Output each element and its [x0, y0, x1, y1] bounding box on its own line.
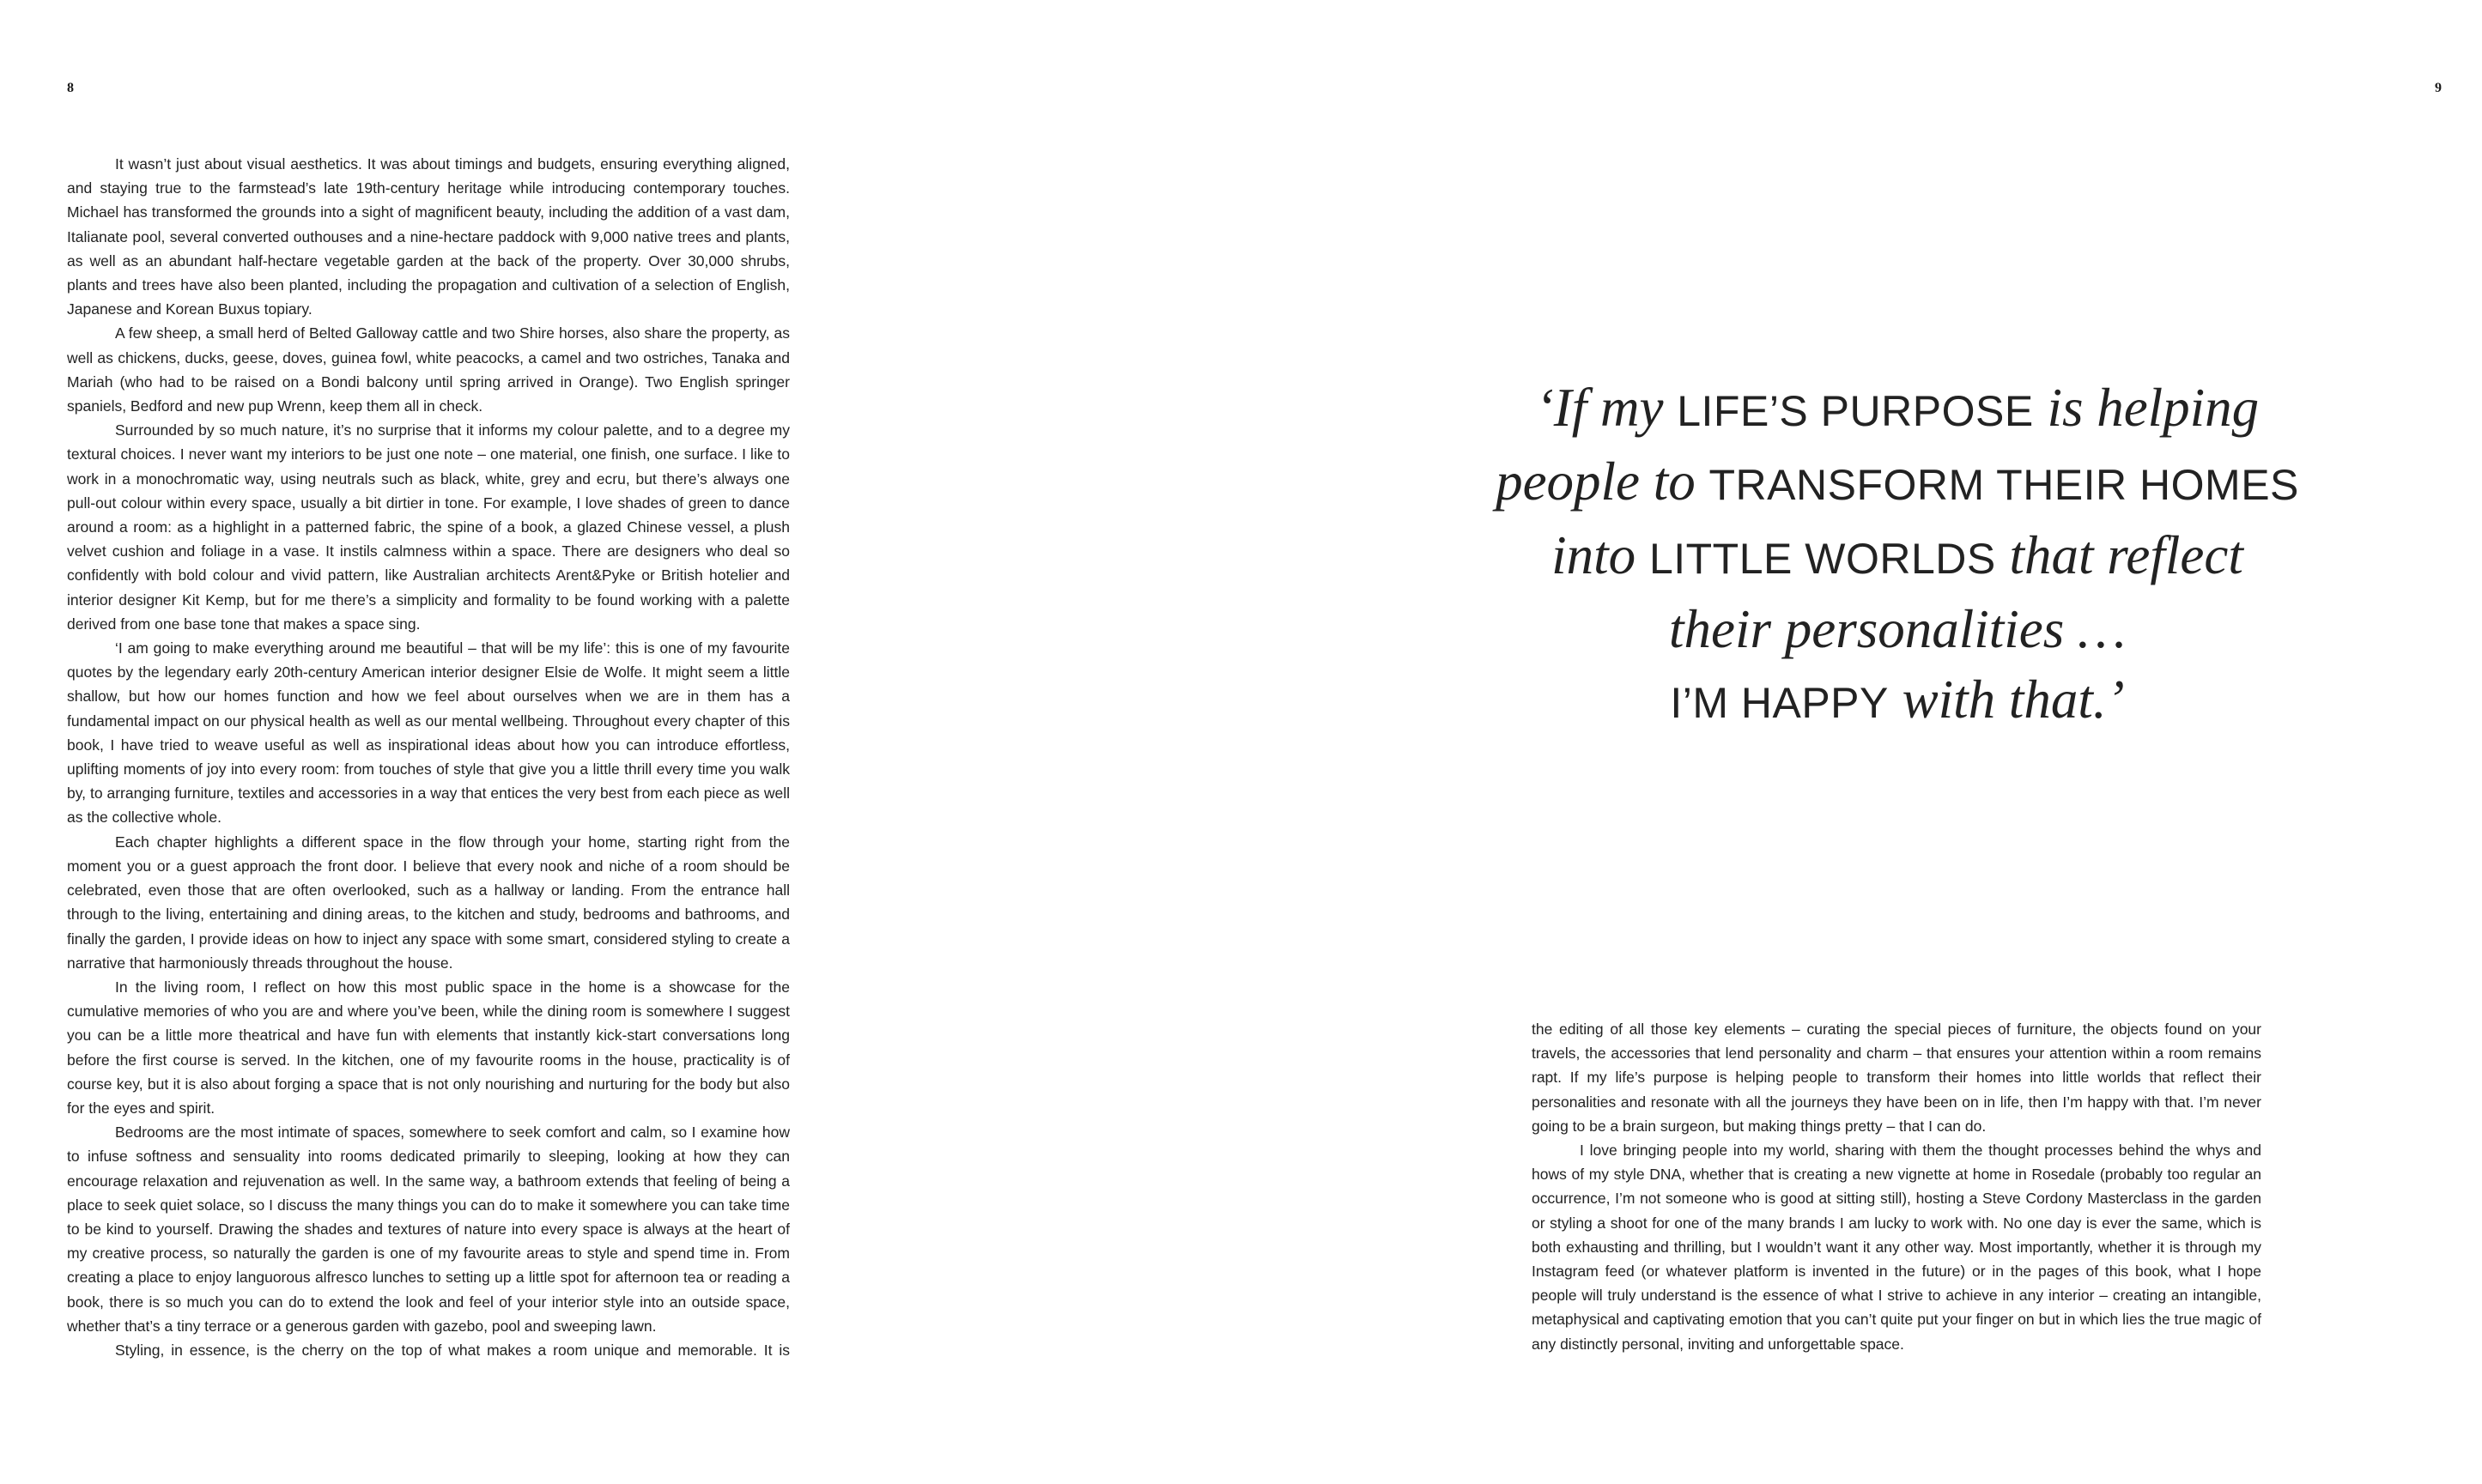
body-paragraph: It wasn’t just about visual aesthetics. It was about timings and budgets, ensuring everything aligned, and staying true to the farmstead’s late 19th-century heritage while introducing contemporary touches. Michael has transformed the grounds into a sight of magnificent beauty, including the addition of a vast dam, Italianate pool, several converted outhouses and a nine-hectare paddock with 9,000 native trees and plants, as well as an abundant half-hectare vegetable garden at the back of the property. Over 30,000 shrubs, plants and trees have also been planted, including the propagation and cultivation of a selection of English, Japanese and Korean Buxus topiary.: [67, 155, 790, 318]
body-paragraph: Each chapter highlights a different space in the flow through your home, starting right from the moment you or a guest approach the front door. I believe that every nook and niche of a room should be celebrated, even those that are often overlooked, such as a hallway or landing. From the entrance hall through to the living, entertaining and dining areas, to the kitchen and study, bedrooms and bathrooms, and finally the garden, I provide ideas on how to inject any space with some smart, considered styling to create a narrative that harmoniously threads throughout the house.: [67, 833, 790, 972]
body-paragraph: Surrounded by so much nature, it’s no surprise that it informs my colour palette, and to a degree my textural choices. I never want my interiors to be just one note – one material, one finish, one surface. I like to work in a monochromatic way, using neutrals such as black, white, grey and ecru, but there’s always one pull-out colour within every space, usually a bit dirtier in tone. For example, I love shades of green to dance around a room: as a highlight in a patterned fabric, the spine of a book, a glazed Chinese vessel, a plush velvet cushion and foliage in a vase. It instils calmness within a space. There are designers who deal so confidently with bold colour and vivid pattern, like Australian architects Arent&Pyke or British hotelier and interior designer Kit Kemp, but for me there’s a simplicity and formality to be found working with a palette derived from one base tone that makes a space sing.: [67, 421, 790, 633]
pull-quote-caps: TRANSFORM THEIR HOMES: [1708, 461, 2299, 509]
pull-quote-caps: LITTLE WORLDS: [1648, 535, 1996, 583]
left-body-text: [67, 152, 790, 1362]
pull-quote-caps: LIFE’S PURPOSE: [1677, 387, 2034, 435]
pull-quote-italic: into: [1551, 525, 1649, 585]
body-paragraph: Styling, in essence, is the cherry on the top of what makes a room unique and memorable. It is: [115, 1341, 790, 1359]
page-number-right: 9: [2435, 81, 2442, 95]
pull-quote-caps: I’M HAPPY: [1670, 679, 1889, 727]
body-paragraph: the editing of all those key elements – curating the special pieces of furniture, the objects found on your travels, the accessories that lend personality and charm – that ensures your attention within a room remains rapt. If my life’s purpose is helping people to transform their homes into little worlds that reflect their personalities and resonate with all the journeys they have been on in life, then I’m happy with that. I’m never going to be a brain surgeon, but making things pretty – that I can do.: [1532, 1021, 2261, 1135]
pull-quote-italic: that reflect their personalities …: [1669, 525, 2243, 659]
body-paragraph: Bedrooms are the most intimate of spaces, somewhere to seek comfort and calm, so I examine how to infuse softness and sensuality into rooms dedicated primarily to sleeping, looking at how they can encourage relaxation and rejuvenation as well. In the same way, a bathroom extends that feeling of being a place to seek quiet solace, so I discuss the many things you can do to make it somewhere you can take time to be kind to yourself. Drawing the shades and textures of nature into every space is always at the heart of my creative process, so naturally the garden is one of my favourite areas to style and spend time in. From creating a place to enjoy languorous alfresco lunches to setting up a little spot for afternoon tea or reading a book, there is so much you can do to extend the look and feel of your interior style into an outside space, whether that’s a tiny terrace or a generous garden with gazebo, pool and sweeping lawn.: [67, 1124, 790, 1335]
body-paragraph: A few sheep, a small herd of Belted Galloway cattle and two Shire horses, also share the property, as well as chickens, ducks, geese, doves, guinea fowl, white peacocks, a camel and two ostriches, Tanaka and Mariah (who had to be raised on a Bondi balcony until spring arrived in Orange). Two English springer spaniels, Bedford and new pup Wrenn, keep them all in check.: [67, 324, 790, 415]
body-paragraph: I love bringing people into my world, sharing with them the thought processes behind the whys and hows of my style DNA, whether that is creating a new vignette at home in Rosedale (probably too regular an occurrence, I’m not someone who is good at sitting still), hosting a Steve Cordony Masterclass in the garden or styling a shoot for one of the many brands I am lucky to work with. No one day is ever the same, which is both exhausting and thrilling, but I wouldn’t want it any other way. Most importantly, whether it is through my Instagram feed (or whatever platform is invented in the future) or in the pages of this book, what I hope people will truly understand is the essence of what I strive to achieve in any interior – creating an intangible, metaphysical and captivating emotion that you can’t quite put your finger on but in which lies the true magic of any distinctly personal, inviting and unforgettable space.: [1532, 1142, 2261, 1353]
pull-quote-italic: ‘If my: [1535, 378, 1678, 438]
pull-quote-italic: with that.’: [1888, 669, 2125, 730]
page-number-left: 8: [67, 81, 74, 95]
body-paragraph: In the living room, I reflect on how this most public space in the home is a showcase for the cumulative memories of who you are and where you’ve been, while the dining room is somewhere I suggest you can be a little more theatrical and have fun with elements that instantly kick-start conversations long before the first course is served. In the kitchen, one of my favourite rooms in the house, practicality is of course key, but it is also about forging a space that is not only nourishing and nurturing for the body but also for the eyes and spirit.: [67, 978, 790, 1117]
right-body-text: [1532, 1017, 2261, 1356]
pull-quote: [1494, 373, 2301, 738]
body-paragraph: ‘I am going to make everything around me beautiful – that will be my life’: this is one of my favourite quotes by the legendary early 20th-century American interior designer Elsie de Wolfe. It might seem a little shallow, but how our homes function and how we feel about ourselves when we are in them has a fundamental impact on our physical health as well as our mental wellbeing. Throughout every chapter of this book, I have tried to weave useful as well as inspirational ideas about how you can introduce effortless, uplifting moments of joy into every room: from touches of style that give you a little thrill every time you walk by, to arranging furniture, textiles and accessories in a way that entices the very best from each piece as well as the collective whole.: [67, 639, 790, 827]
pull-quote-italic: is helping people to: [1496, 378, 2260, 512]
